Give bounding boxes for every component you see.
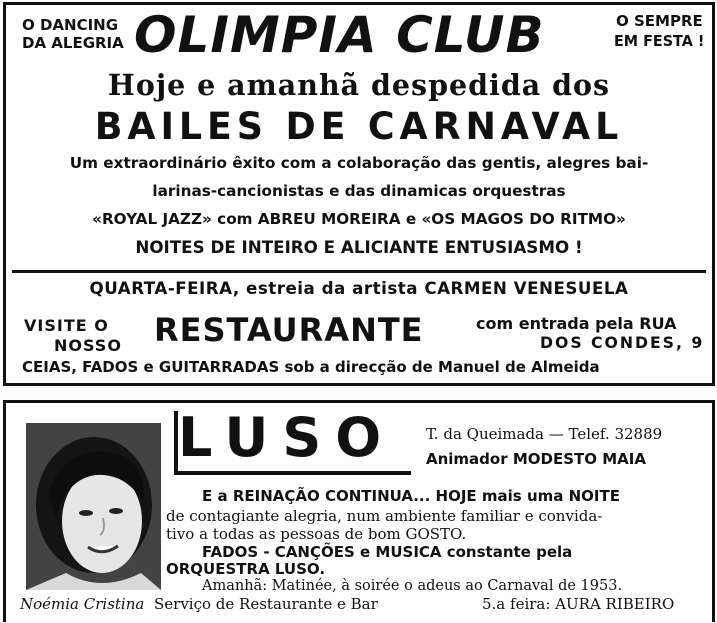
- photo-caption: Noémia Cristina: [20, 595, 145, 613]
- wednesday-line: QUARTA-FEIRA, estreia da artista CARMEN VENESUELA: [89, 279, 629, 299]
- entrance-line-2: DOS CONDES, 9: [540, 333, 705, 352]
- club-name: OLIMPIA CLUB: [134, 6, 545, 64]
- left-tagline-2: DA ALEGRIA: [22, 34, 124, 52]
- luso-line-2: de contagiante alegria, num ambiente familiar e convida-: [166, 507, 603, 525]
- body-line-3: «ROYAL JAZZ» com ABREU MOREIRA e «OS MAGOS DO RITMO»: [92, 210, 626, 228]
- luso-line-5: ORQUESTRA LUSO.: [166, 560, 326, 578]
- headline-carnival-balls: BAILES DE CARNAVAL: [94, 105, 624, 148]
- address-phone: T. da Queimada — Telef. 32889: [426, 425, 663, 443]
- host-line: Animador MODESTO MAIA: [426, 450, 646, 468]
- luso-name: LUSO: [178, 406, 396, 469]
- footer-line: CEIAS, FADOS e GUITARRADAS sob a direcção de Manuel de Almeida: [22, 358, 600, 376]
- fifth-day-line: 5.a feira: AURA RIBEIRO: [482, 595, 675, 613]
- visit-label-2: NOSSO: [54, 336, 122, 355]
- portrait-illustration: [26, 423, 161, 590]
- body-line-2: larinas-cancionistas e das dinamicas orquestras: [152, 182, 566, 200]
- restaurant-title: RESTAURANTE: [154, 311, 424, 349]
- luso-underline: [176, 471, 411, 475]
- service-line: Serviço de Restaurante e Bar: [154, 595, 378, 613]
- olimpia-club-ad: [3, 2, 715, 386]
- body-line-1: Um extraordinário êxito com a colaboração das gentis, alegres bai-: [69, 154, 649, 172]
- luso-line-6: Amanhã: Matinée, à soirée o adeus ao Carnaval de 1953.: [202, 578, 623, 594]
- luso-line-1: E a REINAÇÃO CONTINUA... HOJE mais uma NOITE: [202, 487, 620, 505]
- portrait-photo: [26, 423, 161, 590]
- luso-ad: [3, 400, 715, 622]
- divider: [12, 270, 706, 273]
- body-line-4: NOITES DE INTEIRO E ALICIANTE ENTUSIASMO !: [135, 238, 583, 258]
- left-tagline-1: O DANCING: [22, 16, 119, 34]
- entrance-line-1: com entrada pela RUA: [476, 314, 677, 333]
- visit-label-1: VISITE O: [24, 316, 109, 335]
- luso-line-3: tivo a todas as pessoas de bom GOSTO.: [166, 525, 467, 543]
- right-tagline-2: EM FESTA !: [614, 32, 705, 50]
- right-tagline-1: O SEMPRE: [616, 12, 703, 30]
- luso-line-4: FADOS - CANÇÕES e MUSICA constante pela: [202, 543, 573, 561]
- headline-farewell: Hoje e amanhã despedida dos: [107, 68, 611, 102]
- luso-left-bar: [174, 411, 178, 475]
